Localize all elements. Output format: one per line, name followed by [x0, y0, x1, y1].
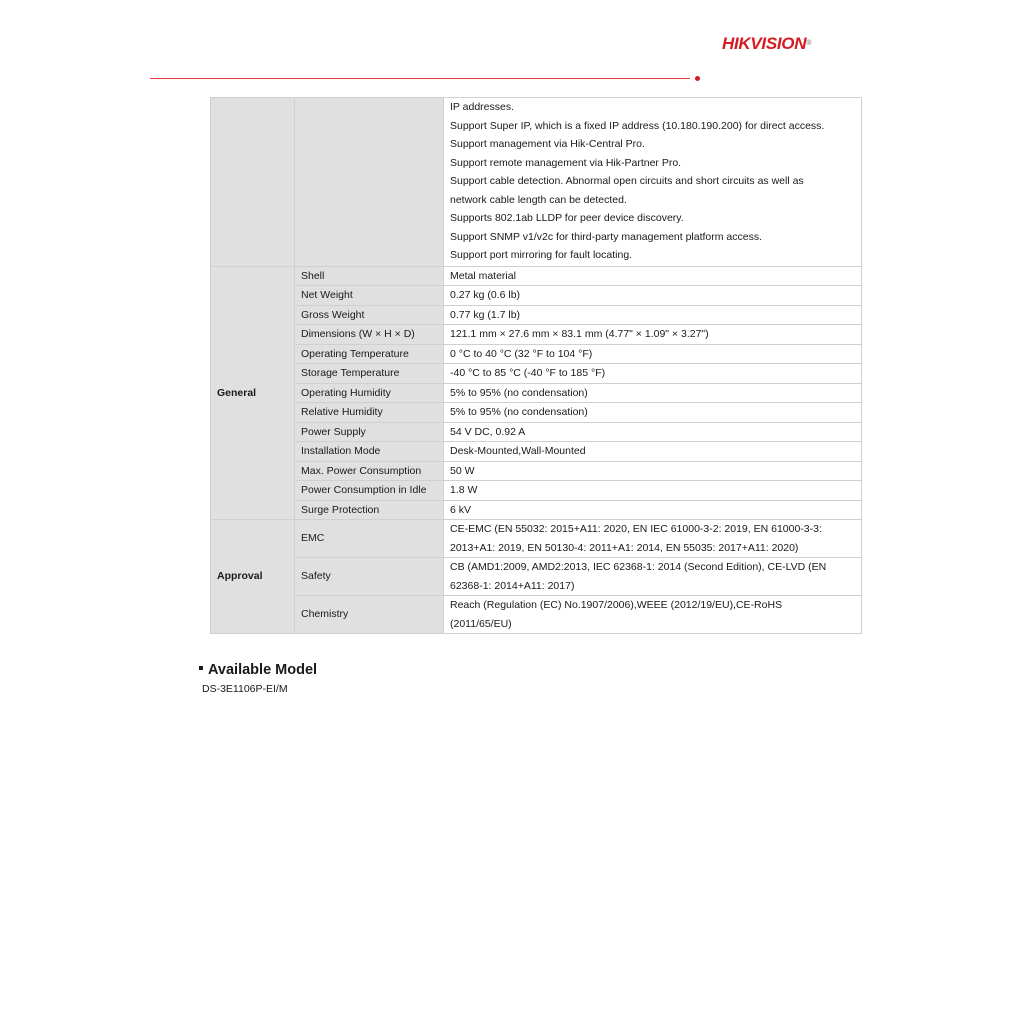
category-cell-network	[211, 98, 295, 267]
param-value: 0 °C to 40 °C (32 °F to 104 °F)	[444, 344, 862, 364]
value-cell-network	[444, 98, 862, 267]
available-model-heading	[199, 661, 317, 679]
hikvision-logo	[722, 34, 811, 54]
param-value: Desk-Mounted,Wall-Mounted	[444, 442, 862, 462]
param-value: 0.27 kg (0.6 lb)	[444, 286, 862, 306]
param-label: Surge Protection	[295, 500, 444, 520]
value-line: CE-EMC (EN 55032: 2015+A11: 2020, EN IEC 61000-3-2: 2019, EN 61000-3-3:	[450, 523, 822, 535]
param-label: Power Consumption in Idle	[295, 481, 444, 501]
table-row	[211, 305, 862, 325]
param-label: Operating Temperature	[295, 344, 444, 364]
param-value	[444, 558, 862, 596]
network-feature: IP addresses.	[450, 101, 515, 113]
logo-text: HIKVISION	[722, 34, 807, 53]
network-feature: Support management via Hik-Central Pro.	[450, 138, 645, 150]
param-value: -40 °C to 85 °C (-40 °F to 185 °F)	[444, 364, 862, 384]
square-bullet-icon	[199, 666, 203, 670]
model-number: DS-3E1106P-EI/M	[202, 683, 288, 695]
value-line: 2013+A1: 2019, EN 50130-4: 2011+A1: 2014, EN 55035: 2017+A11: 2020)	[450, 541, 799, 554]
category-general: General	[211, 266, 295, 520]
param-value: 6 kV	[444, 500, 862, 520]
value-line: CB (AMD1:2009, AMD2:2013, IEC 62368-1: 2014 (Second Edition), CE-LVD (EN	[450, 561, 827, 573]
param-value: 50 W	[444, 461, 862, 481]
param-label: Operating Humidity	[295, 383, 444, 403]
value-line: Reach (Regulation (EC) No.1907/2006),WEEE (2012/19/EU),CE-RoHS	[450, 599, 783, 611]
param-value: 54 V DC, 0.92 A	[444, 422, 862, 442]
spec-table	[210, 97, 862, 634]
param-label: Shell	[295, 266, 444, 286]
available-model-title: Available Model	[208, 662, 318, 678]
table-row	[211, 364, 862, 384]
table-row	[211, 500, 862, 520]
param-cell-network	[295, 98, 444, 267]
table-row	[211, 344, 862, 364]
registered-mark-icon: ®	[806, 40, 812, 47]
param-label: Installation Mode	[295, 442, 444, 462]
table-row	[211, 286, 862, 306]
param-label: Gross Weight	[295, 305, 444, 325]
network-feature: Supports 802.1ab LLDP for peer device discovery.	[450, 212, 684, 224]
table-row	[211, 403, 862, 423]
network-feature: Support SNMP v1/v2c for third-party management platform access.	[450, 230, 763, 243]
param-label: Storage Temperature	[295, 364, 444, 384]
table-row	[211, 383, 862, 403]
param-label: Chemistry	[295, 596, 444, 634]
param-label: Net Weight	[295, 286, 444, 306]
table-row	[211, 442, 862, 462]
param-label: Max. Power Consumption	[295, 461, 444, 481]
header-divider	[150, 78, 690, 79]
table-row	[211, 558, 862, 596]
table-row	[211, 422, 862, 442]
table-row	[211, 481, 862, 501]
header-divider-dot	[695, 76, 700, 81]
table-row	[211, 325, 862, 345]
param-label: Power Supply	[295, 422, 444, 442]
network-feature: Support cable detection. Abnormal open circuits and short circuits as well as	[450, 175, 804, 187]
value-line: (2011/65/EU)	[450, 617, 512, 630]
param-value: 0.77 kg (1.7 lb)	[444, 305, 862, 325]
param-value: 121.1 mm × 27.6 mm × 83.1 mm (4.77" × 1.09" × 3.27")	[444, 325, 862, 345]
table-row-network-continuation	[211, 98, 862, 267]
param-value: Metal material	[444, 266, 862, 286]
table-row	[211, 520, 862, 558]
param-value: 5% to 95% (no condensation)	[444, 383, 862, 403]
param-value	[444, 596, 862, 634]
network-feature: Support remote management via Hik-Partner Pro.	[450, 156, 682, 169]
category-approval: Approval	[211, 520, 295, 634]
network-feature: Support Super IP, which is a fixed IP address (10.180.190.200) for direct access.	[450, 119, 825, 132]
table-row	[211, 266, 862, 286]
param-label: Safety	[295, 558, 444, 596]
param-label: EMC	[295, 520, 444, 558]
table-row	[211, 596, 862, 634]
param-value: 1.8 W	[444, 481, 862, 501]
param-value: 5% to 95% (no condensation)	[444, 403, 862, 423]
param-value	[444, 520, 862, 558]
param-label: Relative Humidity	[295, 403, 444, 423]
network-feature: network cable length can be detected.	[450, 193, 627, 206]
value-line: 62368-1: 2014+A11: 2017)	[450, 579, 575, 592]
table-row	[211, 461, 862, 481]
param-label: Dimensions (W × H × D)	[295, 325, 444, 345]
network-feature: Support port mirroring for fault locating.	[450, 249, 633, 261]
